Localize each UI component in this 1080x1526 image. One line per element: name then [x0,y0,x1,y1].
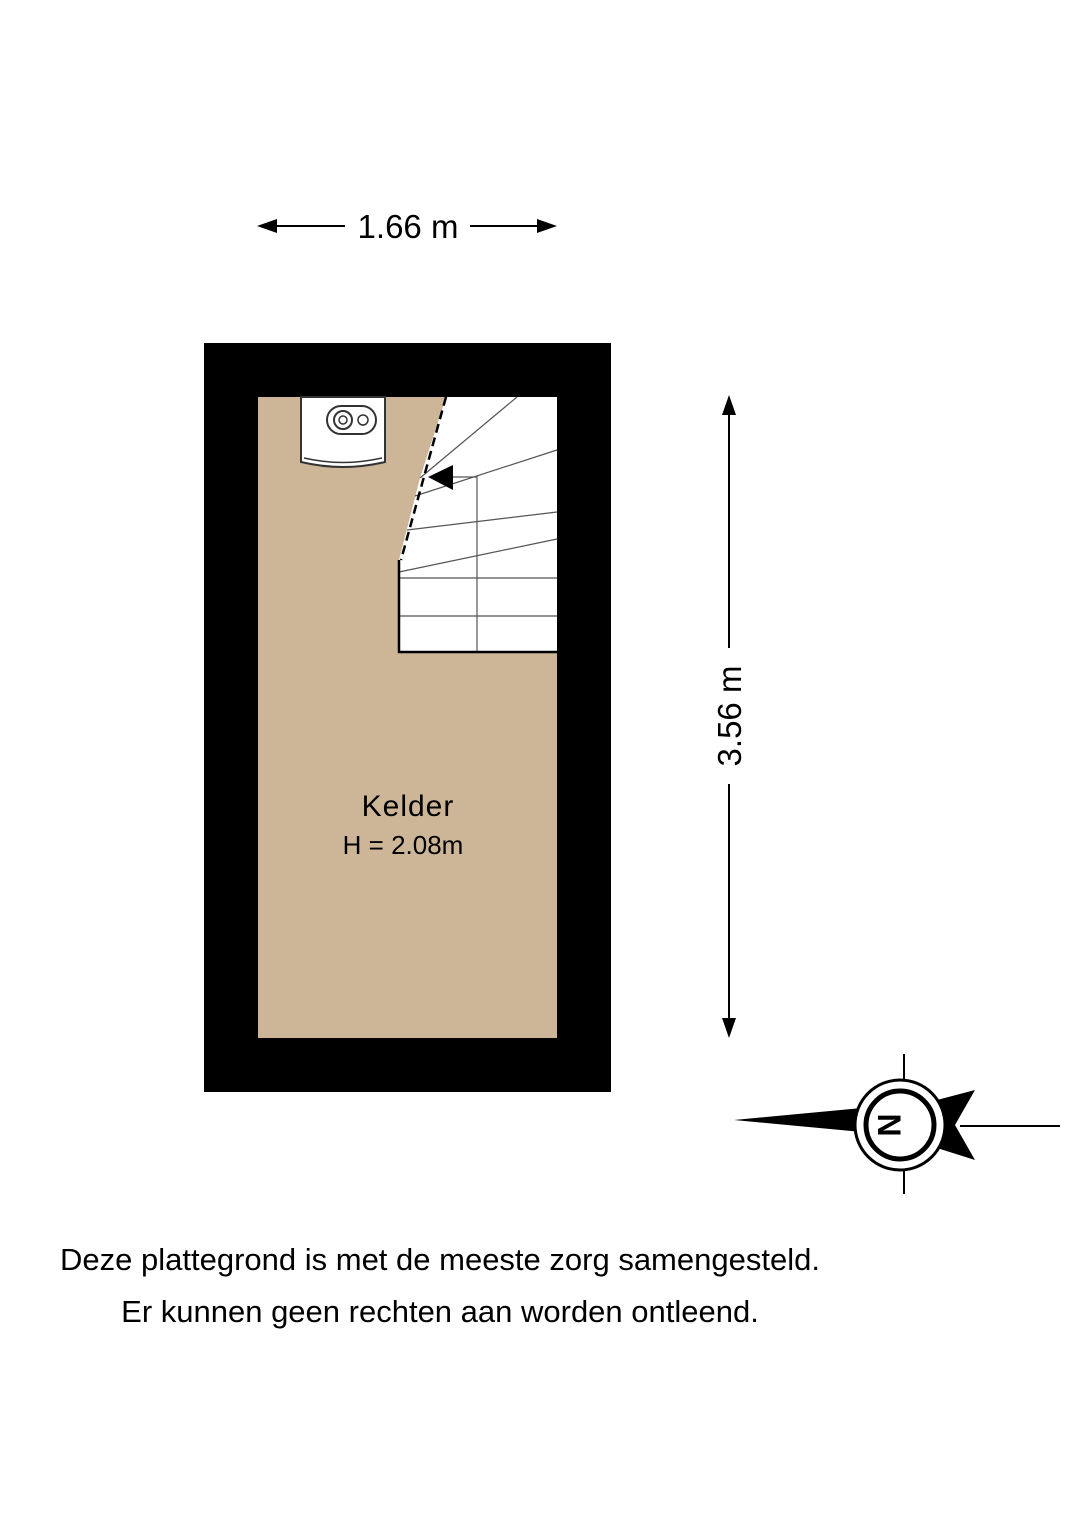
compass [734,1054,1060,1194]
arrow-left-icon [257,219,277,233]
room-name: Kelder [361,790,455,823]
arrow-down-icon [722,1018,736,1038]
boiler-icon [301,397,385,467]
height-label: 3.56 m [711,665,748,767]
room-height: H = 2.08m [342,830,464,860]
width-dimension [257,208,557,245]
height-dimension [711,395,748,1038]
disclaimer [0,1234,880,1338]
disclaimer-line-1: Deze plattegrond is met de meeste zorg samengesteld. [60,1242,820,1277]
width-label: 1.66 m [357,208,459,245]
compass-pointer-icon [734,1108,862,1132]
arrow-up-icon [722,395,736,415]
arrow-right-icon [537,219,557,233]
disclaimer-line-2: Er kunnen geen rechten aan worden ontleend. [121,1294,759,1329]
compass-north-label: N [871,1113,907,1137]
